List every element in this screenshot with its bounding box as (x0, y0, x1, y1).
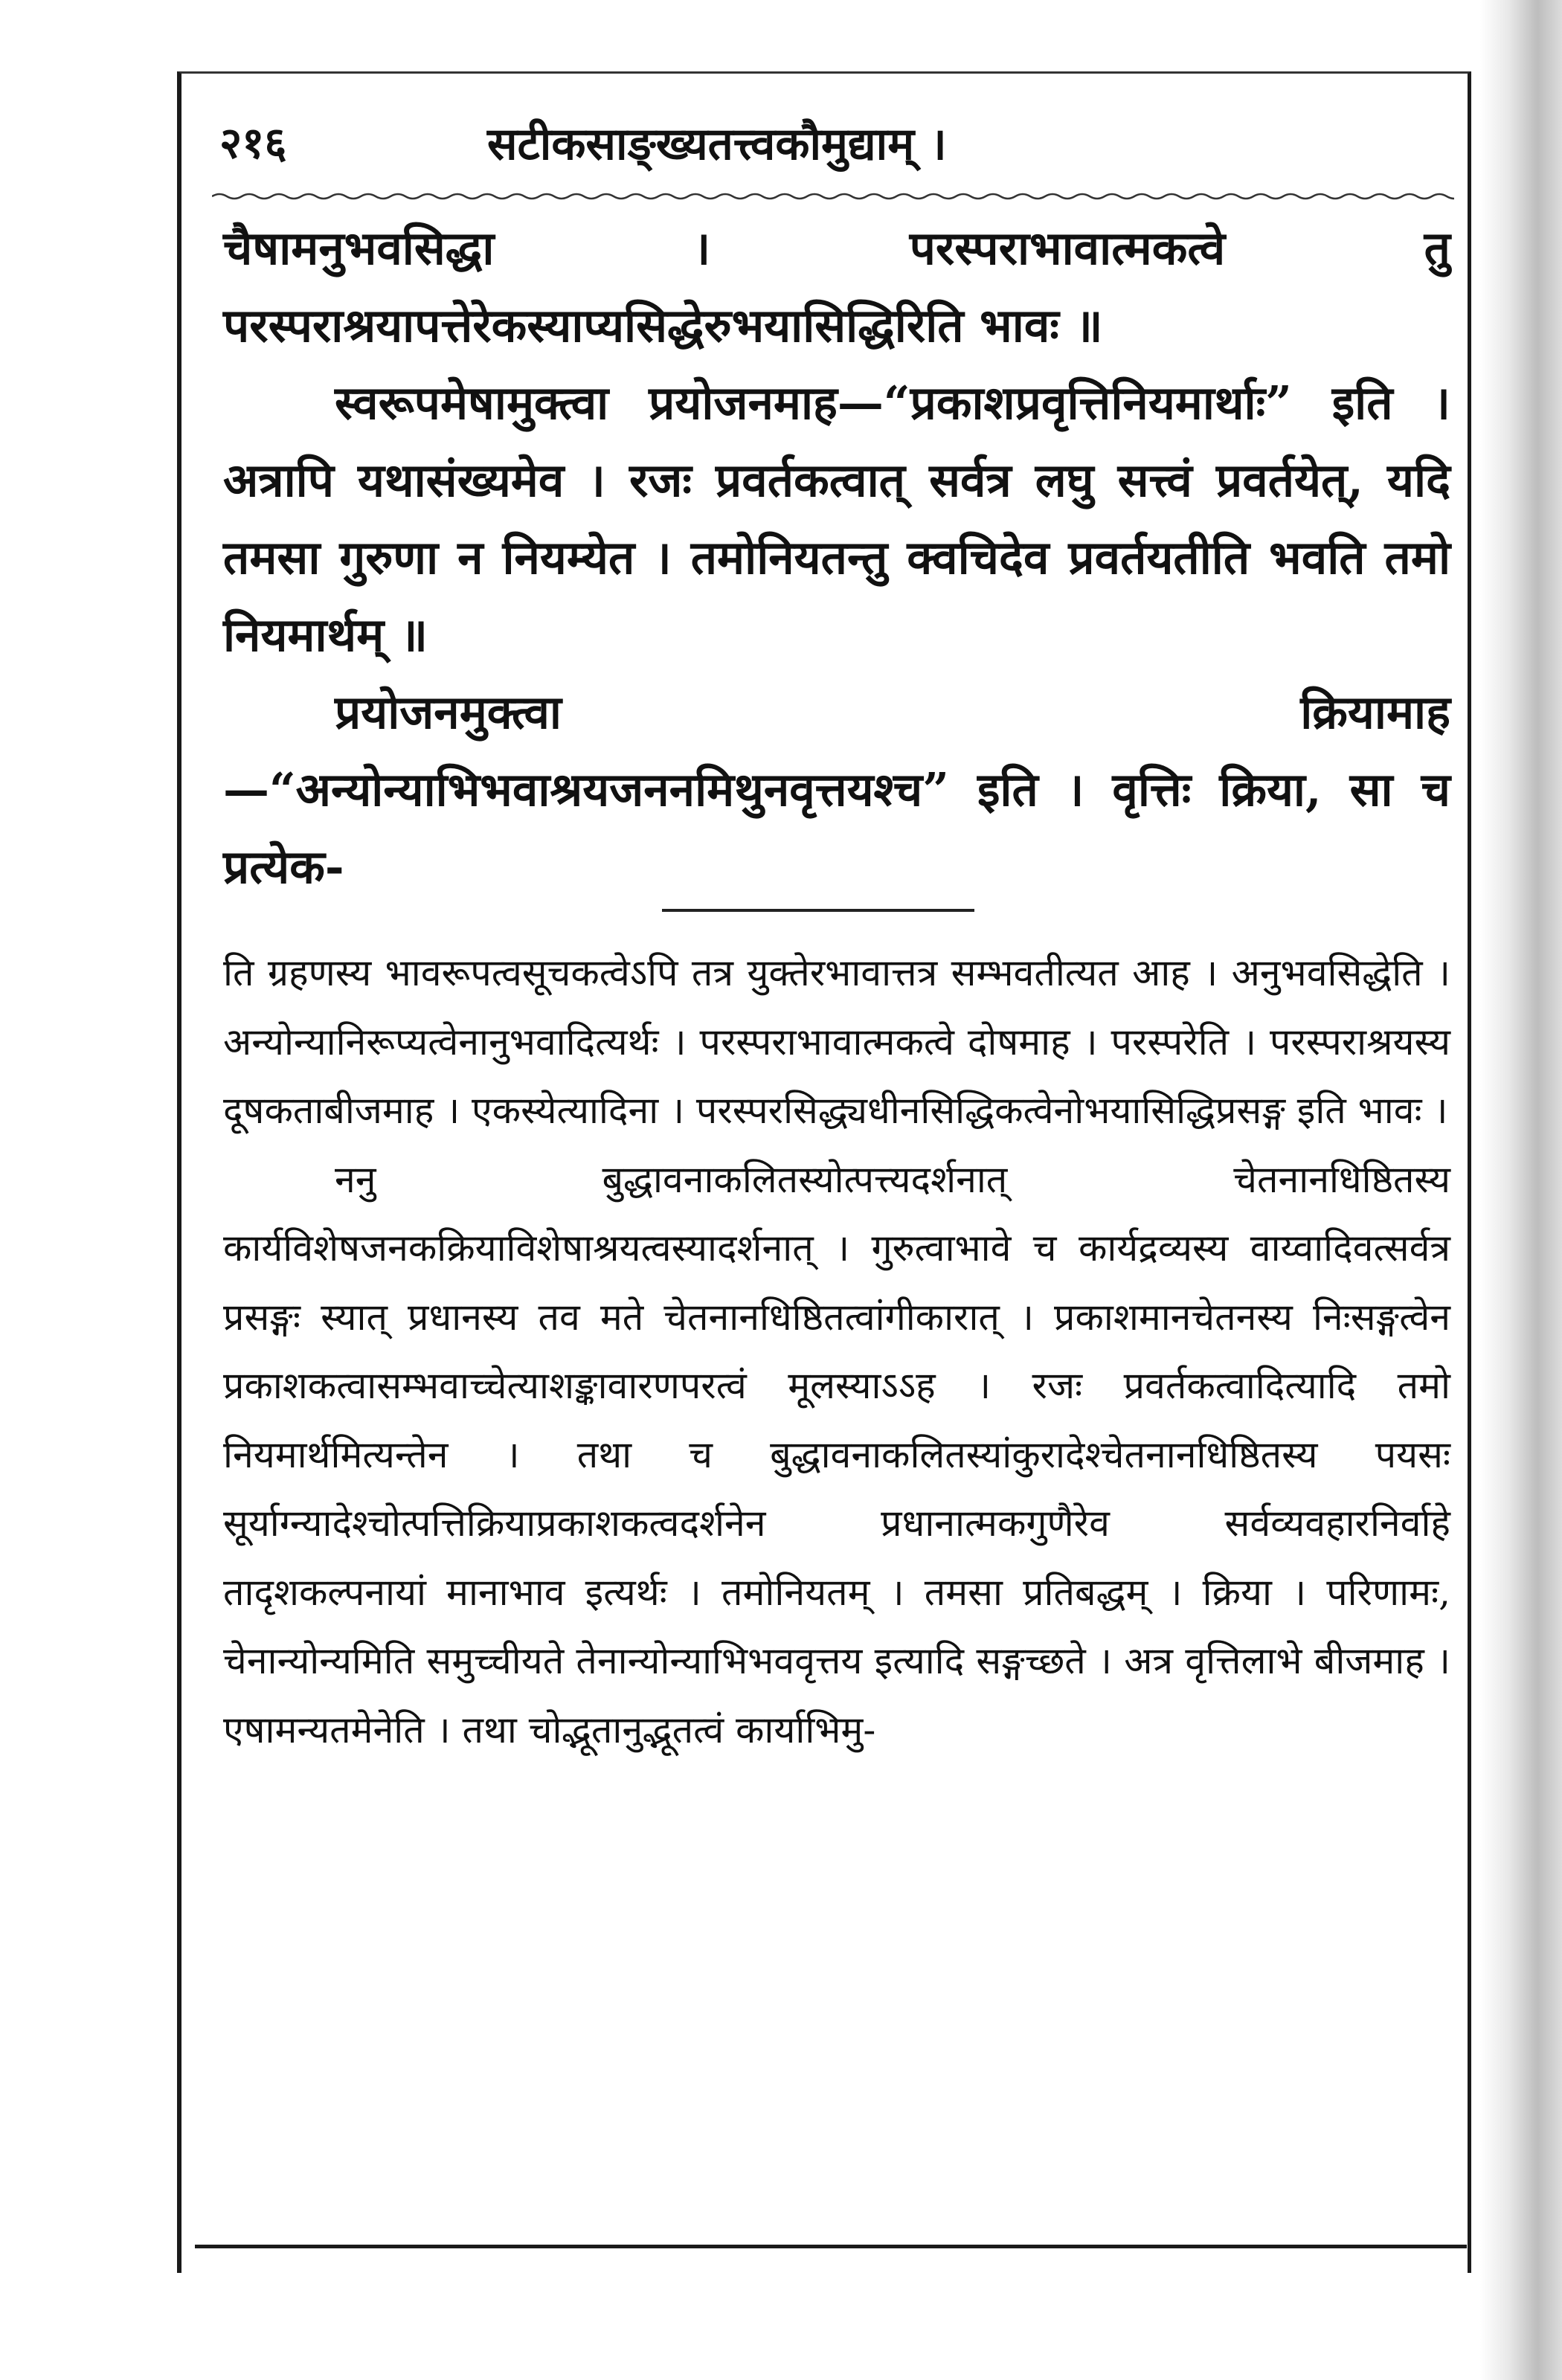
section-divider (662, 909, 974, 912)
main-paragraph-2: स्वरूपमेषामुक्त्वा प्रयोजनमाह—“प्रकाशप्रवृत्तिनियमार्थाः” इति । अत्रापि यथासंख्यमेव । रजः प्रवर्तकत्वात् सर्वत्र लघु सत्त्वं प्रवर्तयेत्, यदि तमसा गुरुणा न नियम्येत । तमोनियतन्तु क्वचिदेव प्रवर्तयतीति भवति तमो नियमार्थम् ॥ (223, 376, 1450, 662)
main-text (223, 210, 1450, 906)
page-edge-shadow (1480, 0, 1562, 2380)
main-paragraph-3: प्रयोजनमुक्त्वा क्रियामाह—“अन्योन्याभिभवाश्रयजननमिथुनवृत्तयश्च” इति । वृत्तिः क्रिया, सा च प्रत्येक- (223, 685, 1450, 894)
bottom-rule (195, 2245, 1467, 2248)
page-number: २१६ (219, 118, 287, 168)
commentary-paragraph-2: ननु बुद्धावनाकलितस्योत्पत्त्यदर्शनात् चेतनानधिष्ठितस्य कार्यविशेषजनकक्रियाविशेषाश्रयत्वस्यादर्शनात् । गुरुत्वाभावे च कार्यद्रव्यस्य वाय्वादिवत्सर्वत्र प्रसङ्गः स्यात् प्रधानस्य तव मते चेतनानधिष्ठितत्वांगीकारात् । प्रकाशमानचेतनस्य निःसङ्गत्वेन प्रकाशकत्वासम्भवाच्चेत्याशङ्कावारणपरत्वं मूलस्याऽऽह । रजः प्रवर्तकत्वादित्यादि तमो नियमार्थमित्यन्तेन । तथा च बुद्धावनाकलितस्यांकुरादेश्चेतनानधिष्ठितस्य पयसः सूर्याग्न्यादेश्चोत्पत्तिक्रियाप्रकाशकत्वदर्शनेन प्रधानात्मकगुणैरेव सर्वव्यवहारनिर्वाहे तादृशकल्पनायां मानाभाव इत्यर्थः । तमोनियतम् । तमसा प्रतिबद्धम् । क्रिया । परिणामः, चेनान्योन्यमिति समुच्चीयते तेनान्योन्याभिभववृत्तय इत्यादि सङ्गच्छते । अत्र वृत्तिलाभे बीजमाह । एषामन्यतमेनेति । तथा चोद्भूतानुद्भूतत्वं कार्याभिमु- (223, 1157, 1450, 1752)
commentary-paragraph-1: ति ग्रहणस्य भावरूपत्वसूचकत्वेऽपि तत्र युक्तेरभावात्तत्र सम्भवतीत्यत आह । अनुभवसिद्धेति । अन्योन्यानिरूप्यत्वेनानुभवादित्यर्थः । परस्पराभावात्मकत्वे दोषमाह । परस्परेति । परस्पराश्रयस्य दूषकताबीजमाह । एकस्येत्यादिना । परस्परसिद्ध्यधीनसिद्धिकत्वेनोभयासिद्धिप्रसङ्ग इति भावः । (223, 951, 1450, 1132)
page-header (219, 104, 1447, 186)
commentary-text (223, 939, 1450, 1764)
header-wavy-rule (212, 192, 1454, 201)
main-paragraph-1: चैषामनुभवसिद्धा । परस्पराभावात्मकत्वे तु परस्पराश्रयापत्तेरेकस्याप्यसिद्धेरुभयासिद्धिरिति भावः ॥ (223, 221, 1450, 353)
running-title: सटीकसाङ्ख्यतत्त्वकौमुद्याम् । (487, 118, 947, 170)
